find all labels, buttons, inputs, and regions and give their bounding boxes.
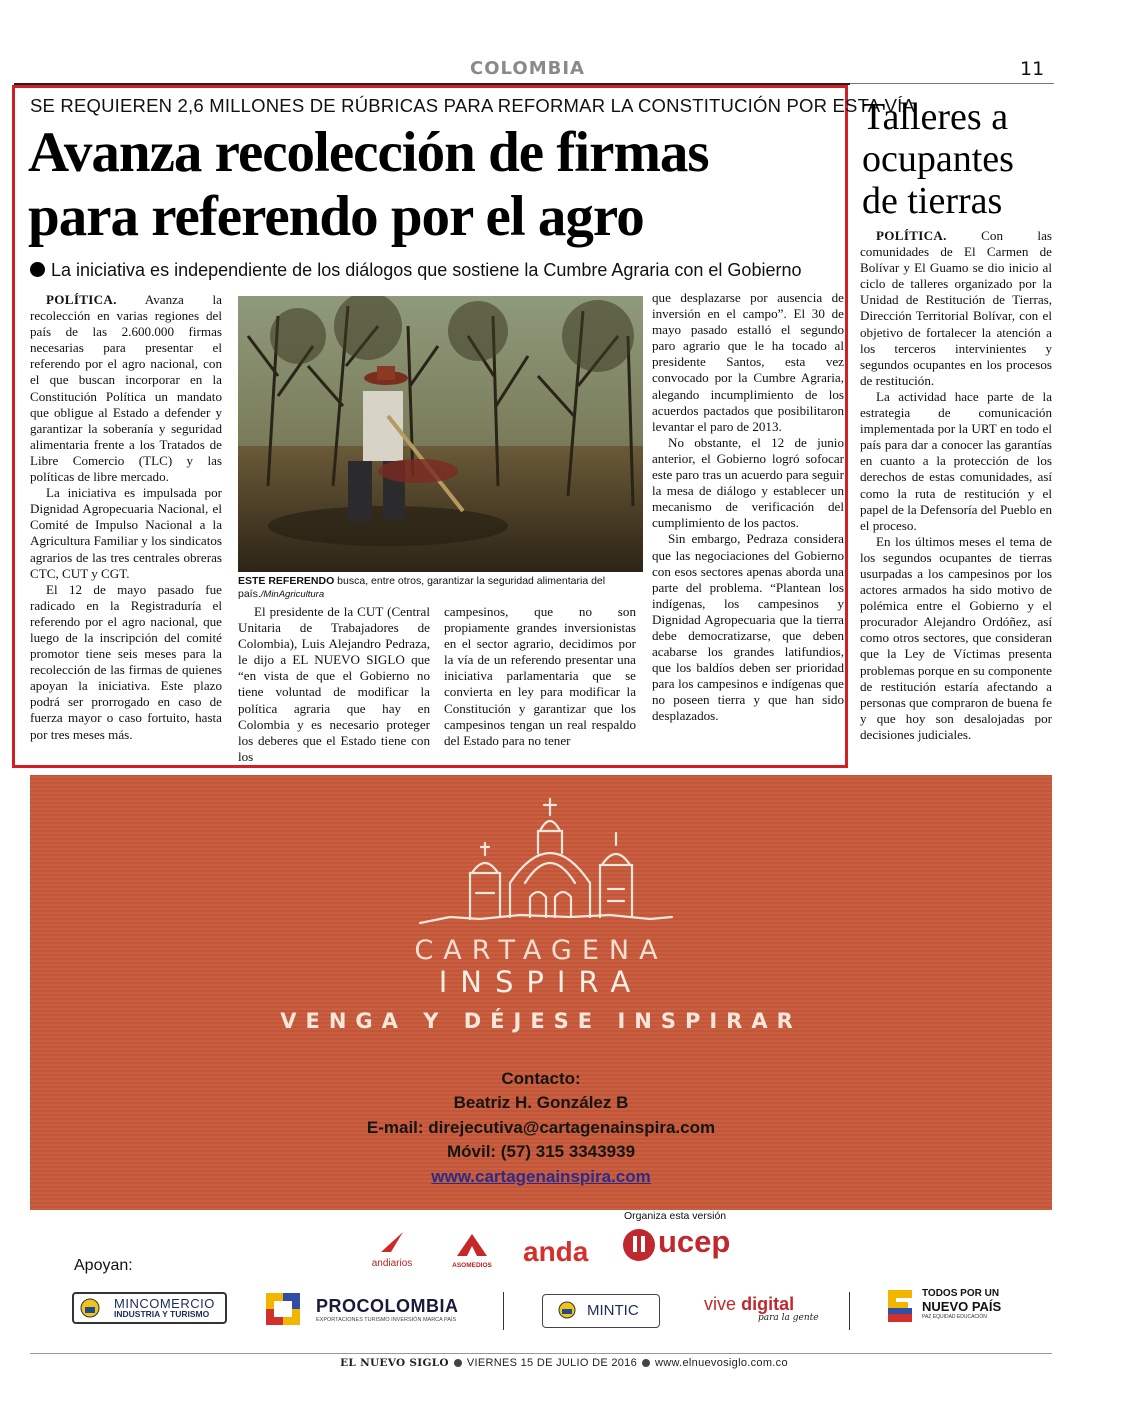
tpn-text-1: TODOS POR UN	[922, 1288, 1000, 1299]
asomedios-mark-icon	[455, 1232, 489, 1258]
sidebar-headline	[862, 96, 1052, 222]
mincomercio-subtext: INDUSTRIA Y TURISMO	[114, 1309, 210, 1319]
tpn-text-3: PAZ EQUIDAD EDUCACIÓN	[922, 1314, 987, 1320]
sidebar-body	[860, 228, 1052, 743]
col4-paragraph-2: No obstante, el 12 de junio anterior, el Gobierno logró sofocar este paro tras un acuerdo para seguir la mesa de diálogo y establecer un mecanismo de verificación del cumplimiento de los pactos.	[652, 434, 844, 531]
article-column-1	[30, 292, 222, 743]
sidebar-paragraph-3: En los últimos meses el tema de los segundos ocupantes de tierras usurpadas a los campesinos por los actores armados ha sido motivo de polémica entre el Gobierno y el procurador Alejandro Ordóñez, así como otros sectores, que consideran que la Ley de Víctimas presenta problemas porque en su componente de restitución estaría afectando a personas que compraron de buena fe y que hoy son desalojadas por decisiones judiciales.	[860, 533, 1052, 742]
page-footer	[0, 1357, 1128, 1369]
ad-contact-email[interactable]: E-mail: direjecutiva@cartagenainspira.com	[366, 1118, 716, 1137]
headline-line-2: para referendo por el agro	[28, 185, 644, 248]
sidebar-paragraph-1: Con las comunidades de El Carmen de Bolívar y El Guamo se dio inicio al ciclo de talleres organizado por la Unidad de Restitución de Tierras, Dirección Territorial Bolívar, con el objetivo de fortalecer la atención a los terceros intervinientes y segundos ocupantes en los procesos de restitución.	[860, 228, 1052, 388]
photo-credit: /MinAgricultura	[260, 589, 325, 600]
sidebar-headline-line-1: Talleres a	[862, 96, 1009, 138]
ucep-text: ucep	[658, 1224, 731, 1259]
andiarios-text: andiarios	[371, 1258, 413, 1269]
andiarios-logo	[364, 1228, 420, 1269]
caption-lead: ESTE REFERENDO	[238, 575, 335, 587]
ad-website-link[interactable]	[30, 1167, 1052, 1187]
article-column-3	[444, 604, 636, 749]
footer-rule	[30, 1353, 1052, 1354]
procolombia-mark-icon	[266, 1293, 300, 1325]
article-deck	[30, 260, 845, 281]
footer-website[interactable]: www.elnuevosiglo.com.co	[655, 1357, 788, 1369]
article-photo	[238, 296, 643, 572]
footer-brand: EL NUEVO SIGLO	[340, 1357, 449, 1369]
page-number: 11	[1020, 58, 1045, 80]
todos-por-un-nuevo-pais-logo	[884, 1284, 1014, 1332]
sidebar-lead-label: POLÍTICA.	[876, 228, 947, 243]
sidebar-headline-line-2: ocupantes	[862, 138, 1014, 180]
sidebar-paragraph-2: La actividad hace parte de la estrategia de comunicación implementada por la URT en todo el país para dar a conocer las garantías en cuanto a la protección de los derechos de estas comunidades, así como la ruta de restitución y el papel de la Defensoría del Pueblo en el proceso.	[860, 388, 1052, 533]
colombia-shield-icon	[558, 1301, 576, 1319]
bullet-icon	[30, 262, 45, 277]
anda-logo: anda	[523, 1236, 589, 1267]
col1-paragraph-1: Avanza la recolección en varias regiones del país de las 2.600.000 firmas necesarias para presentar el referendo por el agro nacional, con el que buscan incorporar en la Constitución Política un mandato que obligue al Estado a defender y garantizar la soberanía y seguridad alimentaria frente a los Tratados de Libre Comercio (TLC) y las políticas de libre mercado.	[30, 292, 222, 485]
farmer-photo-illustration	[238, 296, 643, 572]
ad-title-inspira: INSPIRA	[438, 965, 644, 999]
organizer-label: Organiza esta versión	[624, 1210, 727, 1222]
ad-contact-name: Beatriz H. González B	[453, 1093, 629, 1112]
col4-paragraph-3: Sin embargo, Pedraza considera que las negociaciones del Gobierno con esos sectores apenas aborda una parte del problema. “Plantean los indígenas, los campesinos y Dignidad Agropecuaria que la tierra debe democratizarse, que deben acabarse los grandes latifundios, que los baldíos deben ser prioridad para los campesinos e indígenas que no poseen tierra y que han sido desplazados.	[652, 531, 844, 724]
andiarios-mark-icon	[377, 1228, 407, 1254]
article-headline	[28, 121, 843, 249]
asomedios-text: ASOMEDIOS	[452, 1262, 492, 1269]
mincomercio-logo	[72, 1292, 227, 1324]
vive-text: vive	[704, 1294, 737, 1314]
ad-title-cartagena: CARTAGENA	[414, 935, 668, 966]
footer-date: VIERNES 15 DE JULIO DE 2016	[466, 1357, 638, 1369]
nuevo-pais-mark-icon	[884, 1286, 916, 1326]
headline-line-1: Avanza recolección de firmas	[28, 121, 709, 184]
sidebar-headline-line-3: de tierras	[862, 180, 1003, 222]
mintic-logo	[542, 1294, 660, 1328]
col1-paragraph-2: La iniciativa es impulsada por Dignidad Agropecuaria Nacional, el Comité de Impulso Nacional a la Agricultura Familiar y los sindicatos agrarios de las tres centrales obreras CTC, CUT y CGT.	[30, 485, 223, 581]
footer-bullet-icon	[642, 1359, 650, 1367]
col3-paragraph-1: campesinos, que no son propiamente grandes inversionistas en el sector agrario, decidimos por la vía de un referendo presentar una iniciativa parlamentaria que se convierta en ley para modificar la Constitución y garantizar que los campesinos tengan un real respaldo del Estado para no tener	[444, 604, 636, 748]
article-kicker: SE REQUIEREN 2,6 MILLONES DE RÚBRICAS PARA REFORMAR LA CONSTITUCIÓN POR ESTA VÍA	[30, 95, 916, 116]
ad-website-text[interactable]: www.cartagenainspira.com	[431, 1167, 651, 1186]
cathedral-logo-icon	[410, 793, 680, 935]
procolombia-logo	[266, 1292, 476, 1330]
sponsor-divider	[849, 1292, 850, 1330]
article-column-4	[652, 290, 844, 725]
asomedios-logo	[448, 1232, 496, 1269]
mintic-text: MINTIC	[587, 1302, 639, 1319]
ucep-logo	[622, 1226, 742, 1266]
ad-contact-label: Contacto:	[501, 1069, 581, 1088]
vive-digital-logo	[704, 1294, 820, 1334]
ad-contact-mobile: Móvil: (57) 315 3343939	[446, 1142, 636, 1161]
caption-text: busca, entre otros, garantizar la seguridad alimentaria del país.	[238, 575, 606, 600]
para-la-gente-text: para la gente	[758, 1313, 819, 1323]
procolombia-subtext: EXPORTACIONES TURISMO INVERSIÓN MARCA PAÍS	[316, 1317, 457, 1323]
deck-text: La iniciativa es independiente de los diálogos que sostiene la Cumbre Agraria con el Gobierno	[51, 260, 802, 280]
tpn-text-2: NUEVO PAÍS	[922, 1299, 1002, 1314]
col1-paragraph-3: El 12 de mayo pasado fue radicado en la Registraduría el referendo por el agro nacional, que luego de la inscripción del comité promotor tiene seis meses para la recolección de las firmas de quienes apoyan la iniciativa. Este plazo podrá ser prorrogado en caso de fuerza mayor o caso fortuito, hasta por tres meses más.	[30, 581, 222, 742]
sponsor-divider	[503, 1292, 504, 1330]
ucep-mark-icon	[622, 1228, 656, 1262]
col2-paragraph-1: El presidente de la CUT (Central Unitaria de Trabajadores de Colombia), Luis Alejandro Pedraza, le dijo a EL NUEVO SIGLO que “en vista de que el Gobierno no tiene voluntad de modificar la política agraria que hay en Colombia y es necesario proteger los deberes que el Estado tiene con los	[238, 604, 430, 764]
section-label: COLOMBIA	[470, 58, 585, 79]
article-column-2	[238, 604, 430, 765]
cartagena-inspira-ad	[30, 775, 1052, 1210]
digital-text: digital	[741, 1294, 795, 1314]
mincomercio-text: MINCOMERCIO	[114, 1296, 215, 1311]
lead-label: POLÍTICA.	[46, 292, 117, 307]
colombia-shield-icon	[80, 1298, 100, 1318]
footer-bullet-icon	[454, 1359, 462, 1367]
procolombia-text: PROCOLOMBIA	[316, 1296, 459, 1316]
photo-caption	[238, 575, 643, 601]
ad-tagline: VENGA Y DÉJESE INSPIRAR	[280, 1009, 802, 1033]
col4-paragraph-1: que desplazarse por ausencia de inversión en el campo”. El 30 de mayo pasado estalló el segundo paro agrario que le ha tocado al presidente Santos, esta vez convocado por la Cumbre Agraria, alegando incumplimiento de los acuerdos pactados que posibilitaron levantar el paro de 2013.	[652, 290, 844, 434]
supporters-label: Apoyan:	[74, 1257, 133, 1274]
